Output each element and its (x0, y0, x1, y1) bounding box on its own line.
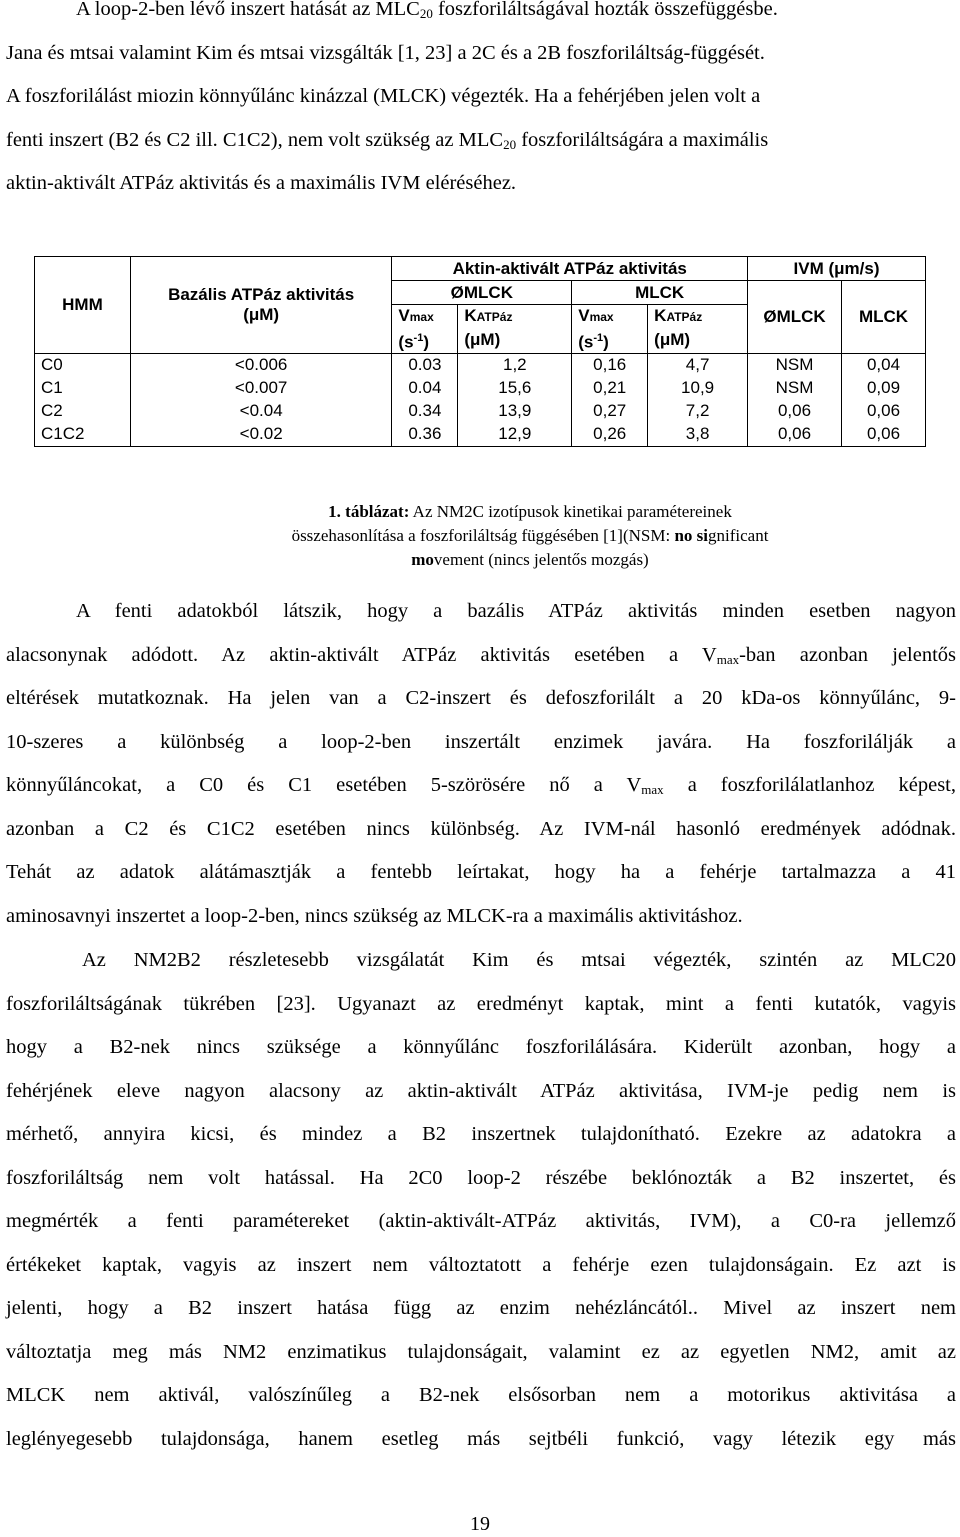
cell: 0,21 (572, 377, 648, 400)
text-line: A fenti adatokból látszik, hogy a bazális ATPáz aktivitás minden esetben nagyon (76, 600, 956, 622)
body-paragraph (6, 939, 956, 1461)
cell: C2 (35, 400, 131, 423)
text-line: aminosavnyi inszertet a loop-2-ben, nincs szükség az MLCK-ra a maximális aktivitáshoz. (6, 904, 743, 927)
header-ivm-mlck: MLCK (841, 281, 925, 354)
text-line: foszforiláltságának tükrében [23]. Ugyanazt az eredményt kaptak, mint a fenti kutatók, vagyis (6, 992, 956, 1015)
text-line: A foszforilálást miozin könnyűlánc kinázzal (MLCK) végezték. Ha a fehérjében jelen volt a (6, 85, 761, 107)
table-row (35, 400, 926, 423)
cell: 0,04 (841, 353, 925, 377)
cell: 3,8 (648, 423, 748, 447)
cell: <0.006 (130, 353, 392, 377)
page-number: 19 (470, 1513, 490, 1535)
header-omlck: ØMLCK (392, 281, 572, 305)
cell: <0.007 (130, 377, 392, 400)
text-line: fenti inszert (B2 és C2 ill. C1C2), nem volt szükség az $MLC_{20}$ foszforiláltságára a maximális (6, 128, 769, 152)
cell: C1 (35, 377, 131, 400)
cell: 0.04 (392, 377, 458, 400)
header-unit-um: (μM) (458, 328, 572, 353)
cell: 12,9 (458, 423, 572, 447)
text-line: megmérték a fenti paramétereket (aktin-aktivált-ATPáz aktivitás, IVM), a C0-ra jellemző (6, 1210, 956, 1232)
header-unit-um: (μM) (648, 328, 748, 353)
header-basal: Bazális ATPáz aktivitás (μM) (130, 257, 392, 354)
table-row (35, 353, 926, 377)
body-paragraph (6, 590, 956, 938)
text-line: könnyűláncokat, a C0 és C1 esetében 5-szörösére nő a $V_{max}$ a foszforilálatlanhoz képest, (6, 774, 957, 797)
intro-paragraph (6, 0, 956, 206)
cell: 1,2 (458, 353, 572, 377)
cell: 0,09 (841, 377, 925, 400)
cell: 0,06 (841, 400, 925, 423)
header-vmax: Vmax (392, 305, 458, 329)
text-line: eltérések mutatkoznak. Ha jelen van a C2-inszert és defoszforilált a 20 kDa-os könnyűlánc, 9- (6, 687, 956, 709)
header-ivm-omlck: ØMLCK (748, 281, 842, 354)
cell: 0,26 (572, 423, 648, 447)
text-line: azonban a C2 és C1C2 esetében nincs különbség. Az IVM-nál hasonló eredmények adódnak. (6, 817, 956, 840)
text-line: 10-szeres a különbség a loop-2-ben inszertált enzimek javára. Ha foszforilálják a (6, 730, 956, 753)
table-row (35, 423, 926, 447)
cell: 0.34 (392, 400, 458, 423)
text-line: hogy a B2-nek nincs szüksége a könnyűlánc foszforilálására. Kiderült azonban, hogy a (6, 1036, 956, 1058)
text-line: leglényegesebb tulajdonsága, hanem esetleg más sejtbéli funkció, vagy létezik egy más (6, 1427, 956, 1450)
header-vmax: Vmax (572, 305, 648, 329)
cell: 10,9 (648, 377, 748, 400)
kinetics-table (34, 256, 926, 447)
cell: C1C2 (35, 423, 131, 447)
text-line: A loop-2-ben lévő inszert hatását az $MLC_{20}$ foszforiláltságával hozták összefüggésbe. (76, 0, 778, 21)
text-line: alacsonynak adódott. Az aktin-aktivált ATPáz aktivitás esetében a $V_{max}$-ban azonban jelentős (6, 643, 956, 667)
header-km: KATPáz (458, 305, 572, 329)
text-line: mérhető, annyira kicsi, és mindez a B2 inszertnek tulajdonítható. Ezekre az adatokra a (6, 1123, 956, 1145)
text-line: foszforiláltság nem volt hatással. Ha 2C0 loop-2 részébe beklónozták a B2 inszertet, és (6, 1166, 956, 1189)
cell: 0,16 (572, 353, 648, 377)
cell: C0 (35, 353, 131, 377)
text-line: változtatja meg más NM2 enzimatikus tulajdonságait, valamint ez az egyetlen NM2, amit az (6, 1340, 956, 1363)
cell: <0.02 (130, 423, 392, 447)
cell: 0,27 (572, 400, 648, 423)
cell: 0.36 (392, 423, 458, 447)
text-line: fehérjének eleve nagyon alacsony az aktin-aktivált ATPáz aktivitása, IVM-je pedig nem is (6, 1079, 956, 1102)
cell: 0,06 (748, 423, 842, 447)
cell: 7,2 (648, 400, 748, 423)
header-km: KATPáz (648, 305, 748, 329)
text-line: értékeket kaptak, vagyis az inszert nem változtatott a fehérje ezen tulajdonságain. Ez azt is (6, 1253, 956, 1276)
table-row (35, 377, 926, 400)
header-unit-s: $(s^{-1})$ (392, 328, 458, 353)
text-line: Az NM2B2 részletesebb vizsgálatát Kim és mtsai végezték, szintén az MLC20 (82, 949, 956, 971)
cell: 0,06 (841, 423, 925, 447)
cell: 0.03 (392, 353, 458, 377)
header-unit-s: $(s^{-1})$ (572, 328, 648, 353)
table-caption: 1. táblázat: Az NM2C izotípusok kinetikai paramétereinek összehasonlítása a foszforiláltság függésében [1](NSM: no significant movement (nincs jelentős mozgás) (291, 502, 769, 569)
text-line: aktin-aktivált ATPáz aktivitás és a maximális IVM eléréséhez. (6, 172, 517, 194)
text-line: Jana és mtsai valamint Kim és mtsai vizsgálták [1, 23] a 2C és a 2B foszforiláltság-függését. (6, 41, 765, 64)
cell: 0,06 (748, 400, 842, 423)
header-ivm: IVM (μm/s) (748, 257, 926, 281)
cell: <0.04 (130, 400, 392, 423)
cell: 15,6 (458, 377, 572, 400)
cell: NSM (748, 353, 842, 377)
cell: 4,7 (648, 353, 748, 377)
header-mlck: MLCK (572, 281, 748, 305)
header-actin-activated: Aktin-aktivált ATPáz aktivitás (392, 257, 748, 281)
cell: 13,9 (458, 400, 572, 423)
header-hmm: HMM (35, 257, 131, 354)
text-line: MLCK nem aktivál, valószínűleg a B2-nek elsősorban nem a motorikus aktivitása a (6, 1384, 956, 1406)
text-line: Tehát az adatok alátámasztják a fentebb leírtakat, hogy ha a fehérje tartalmazza a 41 (6, 861, 956, 883)
cell: NSM (748, 377, 842, 400)
text-line: jelenti, hogy a B2 inszert hatása függ az enzim nehézláncától.. Mivel az inszert nem (6, 1297, 956, 1319)
